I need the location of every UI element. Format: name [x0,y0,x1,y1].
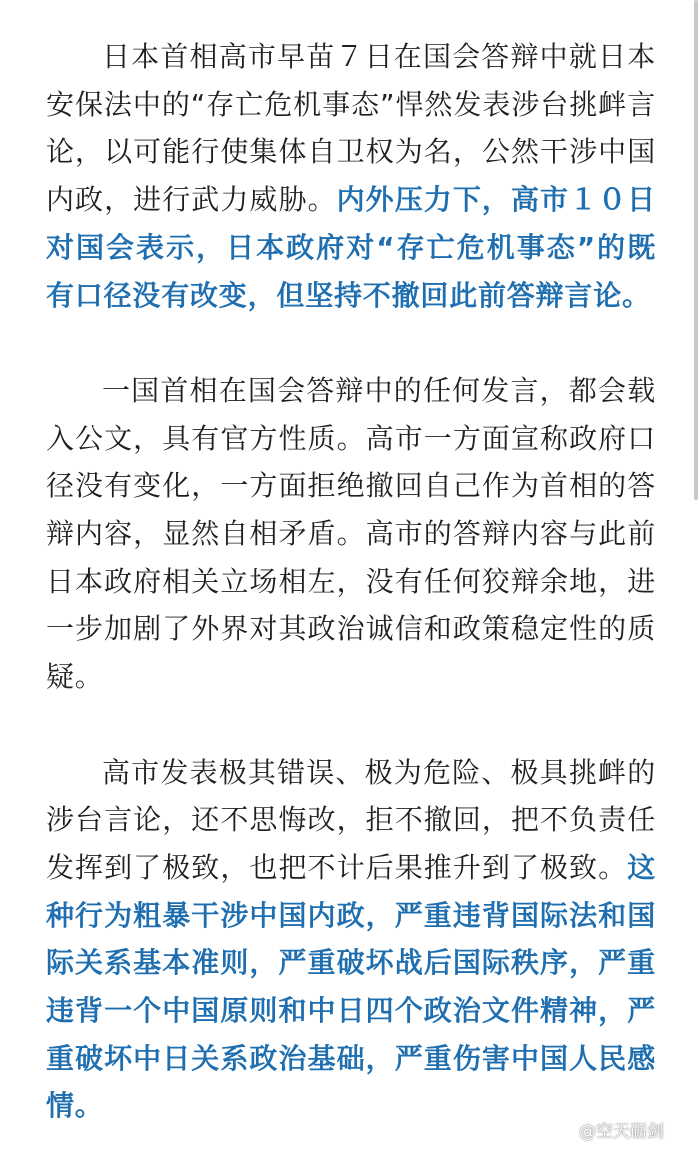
weibo-icon [553,1121,575,1139]
paragraph-3-text: 高市发表极其错误、极为危险、极具挑衅的涉台言论，还不思悔改，拒不撤回，把不负责任发挥到了极致，也把不计后果推升到了极致。 [46,755,656,884]
paragraph-2 [46,367,656,701]
watermark-text: @空天砺剑 [579,1122,664,1142]
watermark [553,1117,664,1142]
article-body [46,33,656,1130]
paragraph-3 [46,749,656,1131]
scrollbar[interactable] [694,0,698,500]
paragraph-3-highlight: 这种行为粗暴干涉中国内政，严重违背国际法和国际关系基本准则，严重破坏战后国际秩序，严重违背一个中国原则和中日四个政治文件精神，严重破坏中日关系政治基础，严重伤害中国人民感情。 [46,850,656,1123]
paragraph-1-highlight: 内外压力下，高市１０日对国会表示，日本政府对“存亡危机事态”的既有口径没有改变，但坚持不撤回此前答辩言论。 [46,183,656,312]
paragraph-1-text: 日本首相高市早苗７日在国会答辩中就日本安保法中的“存亡危机事态”悍然发表涉台挑衅言论，以可能行使集体自卫权为名，公然干涉中国内政，进行武力威胁。 [46,40,656,217]
paragraph-1 [46,33,656,319]
paragraph-2-text: 一国首相在国会答辩中的任何发言，都会载入公文，具有官方性质。高市一方面宣称政府口径没有变化，一方面拒绝撤回自己作为首相的答辩内容，显然自相矛盾。高市的答辩内容与此前日本政府相关立场相左，没有任何狡辩余地，进一步加剧了外界对其政治诚信和政策稳定性的质疑。 [46,373,656,694]
